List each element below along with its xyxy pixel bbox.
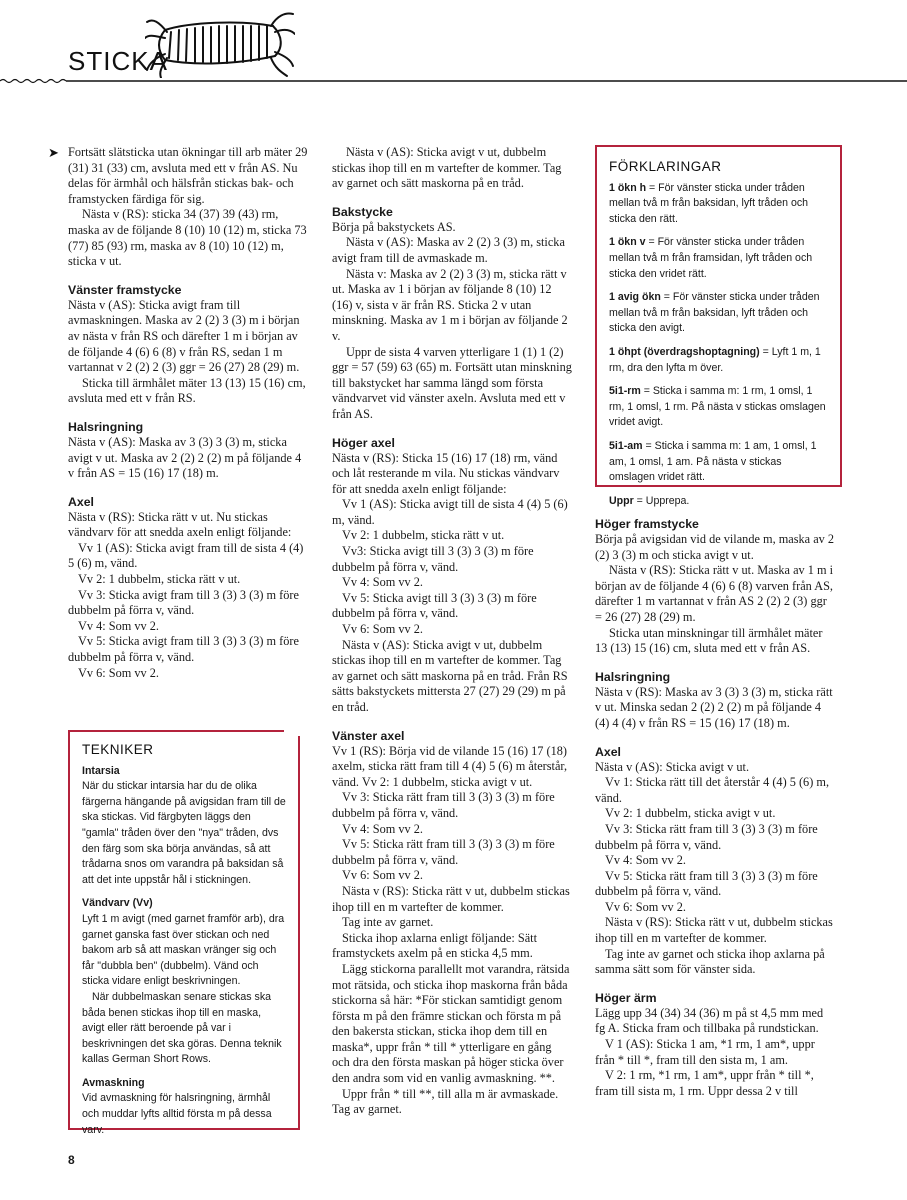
heading-intarsia: Intarsia <box>82 764 120 777</box>
heading-halsringning: Halsringning <box>595 669 671 684</box>
paragraph: Tag inte av garnet. <box>342 915 434 930</box>
heading-vanster-axel: Vänster axel <box>332 728 405 743</box>
paragraph: Sticka utan minskningar till ärmhålet mäter 13 (13) 15 (16) cm, sluta med ett v från AS. <box>595 625 823 656</box>
column-3 <box>595 516 835 1099</box>
tekniker-box <box>68 730 300 1136</box>
paragraph: Sticka ihop axlarna enligt följande: Sätt framstyckets axelm på en sticka 4,5 mm. <box>332 930 537 961</box>
paragraph: Nästa v (AS): Sticka avigt fram till avmaskningen. Maska av 2 (2) 3 (3) m i början av nästa v från RS och därefter 1 m i början av de följande 4 (6) 6 (8) v från RS, sedan 1 m vartannat v 2 (2) 2 (3) ggr = 26 (27) 28 (29) m. <box>68 297 300 375</box>
paragraph: Börja på avigsidan vid de vilande m, maska av 2 (2) 3 (3) m och sticka avigt v ut. <box>595 532 835 562</box>
paragraph: Uppr från * till **, till alla m är avmaskade. Tag av garnet. <box>332 1086 559 1117</box>
paragraph: Nästa v (RS): Maska av 3 (3) 3 (3) m, sticka rätt v ut. Minska sedan 2 (2) 2 (2) m på följande 4 (4) 4 (4) v från RS = 15 (16) 17 (18) m. <box>595 684 833 730</box>
heading-axel: Axel <box>595 744 621 759</box>
section-title: STICKA <box>68 46 168 76</box>
page-number: 8 <box>68 1153 75 1167</box>
paragraph: Nästa v (RS): Sticka rätt v ut. Maska av 1 m i början av de följande 4 (6) 6 (8) varven från AS, därefter 1 m vartannat v från AS 2 (2) 2 (3) ggr = 26 (27) 28 (29) m. <box>595 563 834 624</box>
definition-item: Uppr = Upprepa. <box>609 494 690 507</box>
paragraph: Vv 3: Sticka avigt fram till 3 (3) 3 (3) m före dubbelm på förra v, vänd. <box>68 587 299 618</box>
paragraph: Tag inte av garnet och sticka ihop axlarna på samma sätt som för vänster sida. <box>595 946 825 977</box>
paragraph: Nästa v (AS): Sticka avigt v ut, dubbelm stickas ihop till en m vartefter de kommer. Tag av garnet och sätt maskorna på en tråd. <box>332 145 562 191</box>
definition-item: 1 ökn v = För vänster sticka under tråden mellan två m från framsidan, lyft tråden och sticka den vridet rätt. <box>609 236 813 280</box>
paragraph: Fortsätt slätsticka utan ökningar till arb mäter 29 (31) 31 (33) cm, avsluta med ett v från AS. Nu delas för ärmhål och hälsfrån stickas bak- och framstycken färdiga för sig. <box>68 145 308 206</box>
paragraph: Vv 4: Som vv 2. <box>605 853 686 868</box>
heading-hoger-framstycke: Höger framstycke <box>595 517 699 531</box>
paragraph: Nästa v (RS): Sticka 15 (16) 17 (18) rm, vänd och låt resterande m vila. Nu stickas vändvarv för att snedda axeln enligt följande: <box>332 450 560 496</box>
paragraph: V 1 (AS): Sticka 1 am, *1 rm, 1 am*, uppr från * till *, fram till den sista m, 1 am. <box>595 1037 815 1067</box>
paragraph: Vv 4: Som vv 2. <box>78 618 159 633</box>
paragraph: Vv 6: Som vv 2. <box>342 868 423 883</box>
paragraph: Vid avmaskning för halsringning, ärmhål och muddar lyfts alltid första m på dessa varv. <box>82 1092 272 1136</box>
paragraph: Vv 6: Som vv 2. <box>605 899 686 914</box>
yarn-skein-icon <box>145 8 295 78</box>
paragraph: Börja på bakstyckets AS. <box>332 219 456 234</box>
heading-hoger-arm: Höger ärm <box>595 990 657 1005</box>
page-header <box>0 0 907 90</box>
paragraph: Vv 1: Sticka rätt till det återstår 4 (4) 5 (6) m, vänd. <box>595 775 830 805</box>
heading-hoger-axel: Höger axel <box>332 435 395 450</box>
paragraph: Vv 5: Sticka rätt fram till 3 (3) 3 (3) m före dubbelm på förra v, vänd. <box>332 837 555 867</box>
definition-item: 5i1-am = Sticka i samma m: 1 am, 1 omsl, 1 am, 1 omsl, 1 am. På nästa v stickas omslagen vridet rätt. <box>609 439 817 484</box>
paragraph: Nästa v (RS): Sticka rätt v ut, dubbelm stickas ihop till en m vartefter de kommer. <box>332 883 570 914</box>
paragraph: Vv 2: 1 dubbelm, sticka rätt v ut. <box>342 528 505 543</box>
heading-vanster-framstycke: Vänster framstycke <box>68 282 182 297</box>
paragraph: Vv 6: Som vv 2. <box>342 622 423 637</box>
paragraph: Nästa v (RS): Sticka rätt v ut, dubbelm stickas ihop till en m vartefter de kommer. <box>595 915 833 946</box>
definition-item: 5i1-rm = Sticka i samma m: 1 rm, 1 omsl, 1 rm, 1 omsl, 1 rm. På nästa v stickas omslagen vridet avigt. <box>609 385 826 429</box>
paragraph: Nästa v (AS): Maska av 2 (2) 3 (3) m, sticka avigt fram till de avmaskade m. <box>332 235 565 265</box>
paragraph: Lyft 1 m avigt (med garnet framför arb), dra garnet ganska fast över stickan och ned bakom arb så att maskan vränger sig och får "dubbla ben" (dubbelm). Vänd och sticka vidare enligt beskrivningen. <box>82 912 285 988</box>
heading-axel: Axel <box>68 494 94 509</box>
paragraph: Nästa v (AS): Maska av 3 (3) 3 (3) m, sticka avigt v ut. Maska av 2 (2) 2 (2) m på följande 4 v från AS = 15 (16) 17 (18) m. <box>68 434 302 481</box>
definition-item: 1 öhpt (överdragshoptagning) = Lyft 1 m, 1 rm, dra den lyfta m över. <box>609 345 821 374</box>
tekniker-title: TEKNIKER <box>82 742 154 757</box>
paragraph: Nästa v (AS): Sticka avigt v ut, dubbelm stickas ihop till en m vartefter de kommer. Tag av garnet och sätt maskorna på en tråd. Från RS sätts bakstyckets mittersta 27 (27) 29 (29) m på en tråd. <box>332 637 568 714</box>
paragraph: Vv 2: 1 dubbelm, sticka rätt v ut. <box>78 572 241 587</box>
paragraph: Nästa v (RS): Sticka rätt v ut. Nu stickas vändvarv för att snedda axeln enligt följande: <box>68 509 292 540</box>
heading-bakstycke: Bakstycke <box>332 204 393 219</box>
paragraph: Vv 5: Sticka avigt fram till 3 (3) 3 (3) m före dubbelm på förra v, vänd. <box>68 634 299 665</box>
column-1 <box>68 145 308 681</box>
forklaringar-box <box>595 145 842 507</box>
paragraph: Nästa v: Maska av 2 (2) 3 (3) m, sticka rätt v ut. Maska av 1 i början av följande 8 (10) 12 (16) v, sista v är från RS. Sticka 2 v utan minskning. Maska av 1 m i början av följande 2 v. <box>332 266 568 343</box>
column-2 <box>332 145 572 1118</box>
paragraph: Sticka till ärmhålet mäter 13 (13) 15 (16) cm, avsluta med ett v från RS. <box>68 375 306 406</box>
paragraph: Lägg stickorna parallellt mot varandra, rätsida mot rätsida, och sticka ihop maskorna från båda stickorna så här: *För stickan samtidigt genom första m på den främre stickan och första m på den bakersta stickan, sticka ihop dem till en maska*, uppr från * till * ytterligare en gång och dra den första maskan på höger sticka över den andra som vid en vanlig avmaskning. **. <box>332 961 570 1086</box>
paragraph: Vv3: Sticka avigt till 3 (3) 3 (3) m före dubbelm på förra v, vänd. <box>332 544 534 574</box>
paragraph: Lägg upp 34 (34) 34 (36) m på st 4,5 mm med fg A. Sticka fram och tillbaka på rundstickan. <box>595 1005 824 1036</box>
paragraph: Vv 5: Sticka rätt fram till 3 (3) 3 (3) m före dubbelm på förra v, vänd. <box>595 868 818 899</box>
paragraph: Vv 1 (AS): Sticka avigt fram till de sista 4 (4) 5 (6) m, vänd. <box>68 540 304 571</box>
paragraph: V 2: 1 rm, *1 rm, 1 am*, uppr från * till *, fram till sista m, 1 rm. Uppr dessa 2 v till <box>595 1068 814 1098</box>
definition-item: 1 ökn h = För vänster sticka under tråden mellan två m från baksidan, lyft tråden och sticka den rätt. <box>609 181 809 225</box>
paragraph: Nästa v (RS): sticka 34 (37) 39 (43) rm, maska av de följande 8 (10) 10 (12) m, sticka 73 (77) 85 (93) rm, maska av 8 (10) 10 (12) m, sticka v ut. <box>68 207 307 269</box>
box-corner-notch <box>284 724 304 736</box>
heading-avmaskning: Avmaskning <box>82 1076 145 1089</box>
forklaringar-title: FÖRKLARINGAR <box>609 159 722 174</box>
continue-arrow-icon: ➤ <box>48 146 59 161</box>
header-divider <box>0 78 907 84</box>
paragraph: Vv 1 (AS): Sticka avigt till de sista 4 (4) 5 (6) m, vänd. <box>332 497 568 527</box>
paragraph: Vv 4: Som vv 2. <box>342 575 423 590</box>
paragraph: Vv 2: 1 dubbelm, sticka avigt v ut. <box>605 806 776 821</box>
paragraph: Vv 1 (RS): Börja vid de vilande 15 (16) 17 (18) axelm, sticka rätt fram till 4 (4) 5 (6) m återstår, vänd. Vv 2: 1 dubbelm, sticka avigt v ut. <box>332 743 568 789</box>
paragraph: Vv 3: Sticka rätt fram till 3 (3) 3 (3) m före dubbelm på förra v, vänd. <box>332 790 555 820</box>
definition-item: 1 avig ökn = För vänster sticka under tråden mellan två m från baksidan, lyft tråden och sticka den avigt. <box>609 291 820 335</box>
paragraph: När dubbelmaskan senare stickas ska båda benen stickas ihop till en maska, avigt eller rätt beroende på var i beskrivningen det ska göras. Denna teknik kallas German Short Rows. <box>82 990 282 1066</box>
paragraph: När du stickar intarsia har du de olika färgerna hängande på avigsidan fram till de ska stickas. Vid färgbyten läggs den "gamla" tråden över den "nya" tråden, dvs den färg som ska börja användas, så att trådarna snos om varandra på baksidan så att det inte uppstår hål i stickningen. <box>82 780 286 886</box>
heading-vandvarv: Vändvarv (Vv) <box>82 897 153 910</box>
paragraph: Uppr de sista 4 varven ytterligare 1 (1) 1 (2) ggr = 57 (59) 63 (65) m. Fortsätt utan minskning till bakstycket har samma längd som första vändvarvet vid vänster axeln. Avsluta med ett v från AS. <box>332 344 572 421</box>
heading-halsringning: Halsringning <box>68 419 144 434</box>
paragraph: Vv 6: Som vv 2. <box>78 665 159 680</box>
paragraph: Vv 4: Som vv 2. <box>342 821 423 836</box>
paragraph: Nästa v (AS): Sticka avigt v ut. <box>595 759 750 774</box>
paragraph: Vv 3: Sticka rätt fram till 3 (3) 3 (3) m före dubbelm på förra v, vänd. <box>595 821 818 852</box>
paragraph: Vv 5: Sticka avigt till 3 (3) 3 (3) m före dubbelm på förra v, vänd. <box>332 590 537 621</box>
